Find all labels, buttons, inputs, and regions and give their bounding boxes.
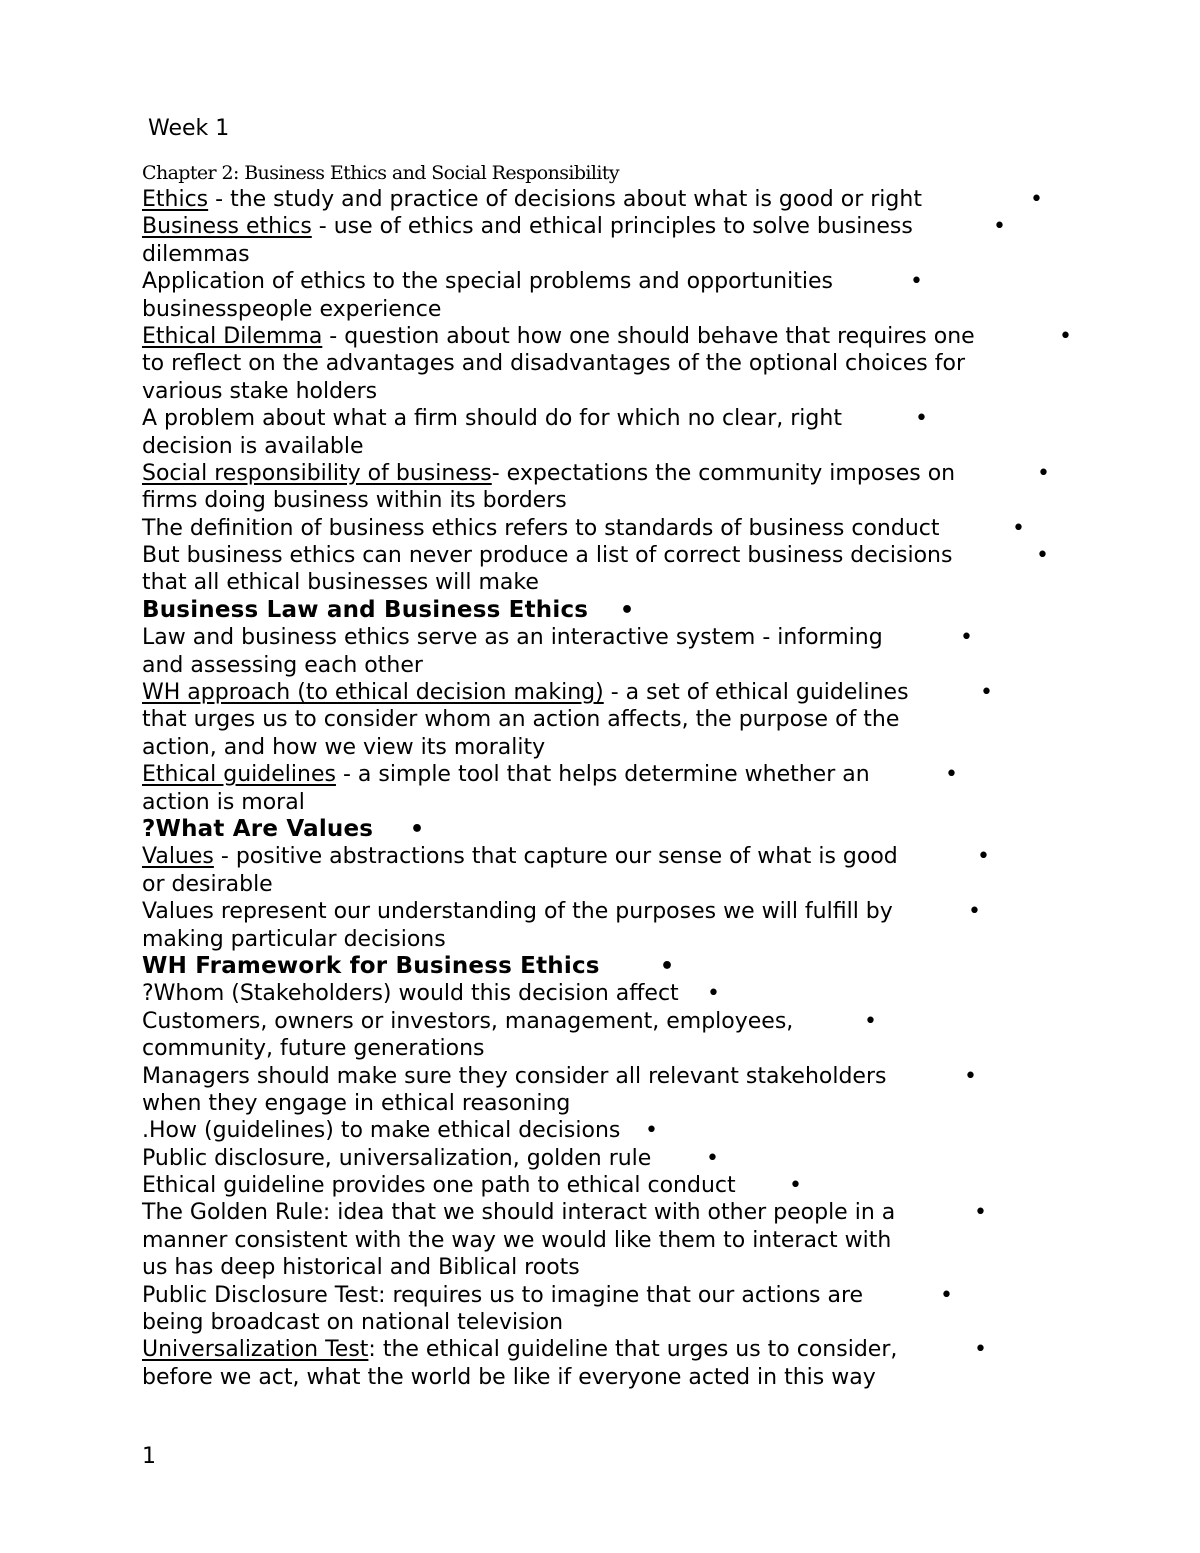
line-text: firms doing business within its borders — [142, 488, 567, 514]
line-text: The definition of business ethics refers to standards of business conduct — [142, 515, 940, 541]
bullet-icon: • — [620, 597, 635, 623]
bullet-icon: • — [993, 214, 1006, 240]
bullet-icon: • — [968, 899, 981, 925]
line-text: - positive abstractions that capture our sense of what is good — [213, 844, 898, 870]
list-item — [142, 1282, 1082, 1337]
defined-term: Social responsibility of business — [142, 460, 492, 486]
section-heading-item — [142, 597, 1082, 624]
line-text: various stake holders — [142, 378, 378, 404]
line-text: action, and how we view its morality — [142, 734, 546, 760]
section-heading — [142, 816, 1082, 843]
list-item — [142, 1063, 1082, 1118]
section-heading — [142, 597, 1082, 624]
line-text: being broadcast on national television — [142, 1310, 564, 1336]
item-line — [142, 926, 1082, 953]
line-text: businesspeople experience — [142, 296, 442, 322]
bullet-icon: • — [660, 953, 675, 979]
bullet-icon: • — [940, 1282, 953, 1308]
list-item — [142, 1336, 1082, 1391]
list-item — [142, 624, 1082, 679]
line-text: The Golden Rule: idea that we should interact with other people in a — [142, 1200, 896, 1226]
line-text: manner consistent with the way we would like them to interact with — [142, 1227, 892, 1253]
line-text: ?Whom (Stakeholders) would this decision affect — [142, 981, 679, 1007]
item-line — [142, 241, 1082, 268]
list-item — [142, 542, 1082, 597]
line-text: - a simple tool that helps determine whether an — [335, 762, 870, 788]
item-line — [142, 1145, 1082, 1172]
list-item — [142, 679, 1082, 761]
line-text: - a set of ethical guidelines — [603, 680, 909, 706]
week-title: Week 1 — [148, 116, 230, 141]
bullet-icon: • — [864, 1008, 877, 1034]
item-line — [142, 706, 1082, 733]
line-text: that all ethical businesses will make — [142, 570, 539, 596]
bullet-icon: • — [410, 816, 425, 842]
item-line — [142, 515, 1082, 542]
defined-term: Ethical guidelines — [142, 762, 336, 788]
item-line — [142, 569, 1082, 596]
item-line — [142, 1008, 1082, 1035]
bullet-icon: • — [706, 1145, 719, 1171]
list-item — [142, 460, 1082, 515]
item-line — [142, 487, 1082, 514]
item-line — [142, 405, 1082, 432]
list-item — [142, 1117, 1082, 1144]
line-text: - question about how one should behave that requires one — [322, 323, 975, 349]
bullet-icon: • — [964, 1063, 977, 1089]
line-text: dilemmas — [142, 241, 250, 267]
line-text: Managers should make sure they consider all relevant stakeholders — [142, 1063, 887, 1089]
line-text: : the ethical guideline that urges us to consider, — [368, 1337, 898, 1363]
line-text: and assessing each other — [142, 652, 423, 678]
line-text: Values represent our understanding of the purposes we will fulfill by — [142, 899, 893, 925]
item-line — [142, 1309, 1082, 1336]
list-item — [142, 761, 1082, 816]
section-heading-item — [142, 953, 1082, 980]
bullet-icon: • — [974, 1337, 987, 1363]
bullet-icon: • — [1030, 187, 1043, 212]
bullet-icon: • — [945, 762, 958, 788]
item-line — [142, 843, 1082, 870]
item-line — [142, 1227, 1082, 1254]
item-line — [142, 460, 1082, 487]
item-line — [142, 1035, 1082, 1062]
list-item — [142, 1199, 1082, 1281]
bullet-icon: • — [960, 625, 973, 651]
bullet-icon: • — [980, 680, 993, 706]
defined-term: Ethics — [142, 187, 209, 212]
item-line — [142, 268, 1082, 295]
defined-term: Ethical Dilemma — [142, 323, 323, 349]
item-line — [142, 378, 1082, 405]
line-text: Application of ethics to the special problems and opportunities — [142, 269, 833, 295]
item-line — [142, 1199, 1082, 1226]
item-line — [142, 350, 1082, 377]
line-text: that urges us to consider whom an action affects, the purpose of the — [142, 707, 900, 733]
line-text: when they engage in ethical reasoning — [142, 1090, 571, 1116]
item-line — [142, 1364, 1082, 1391]
item-line — [142, 1117, 1082, 1144]
item-line — [142, 679, 1082, 706]
item-line — [142, 1336, 1082, 1363]
notes-list — [142, 186, 1082, 1391]
item-line — [142, 980, 1082, 1007]
line-text: .How (guidelines) to make ethical decisions — [142, 1118, 621, 1144]
bullet-icon: • — [707, 981, 720, 1007]
line-text: us has deep historical and Biblical roots — [142, 1255, 580, 1281]
list-item — [142, 405, 1082, 460]
line-text: - use of ethics and ethical principles to solve business — [311, 214, 913, 240]
list-item — [142, 843, 1082, 898]
line-text: community, future generations — [142, 1036, 485, 1062]
item-line — [142, 1063, 1082, 1090]
list-item — [142, 1145, 1082, 1172]
item-line — [142, 542, 1082, 569]
line-text: decision is available — [142, 433, 364, 459]
item-line — [142, 761, 1082, 788]
list-item — [142, 323, 1082, 405]
defined-term: Values — [142, 844, 214, 870]
item-line — [142, 734, 1082, 761]
line-text: A problem about what a firm should do for which no clear, right — [142, 406, 842, 432]
item-line — [142, 296, 1082, 323]
item-line — [142, 871, 1082, 898]
bullet-icon: • — [645, 1118, 658, 1144]
bullet-icon: • — [977, 844, 990, 870]
defined-term: WH approach (to ethical decision making) — [142, 680, 604, 706]
item-line — [142, 323, 1082, 350]
line-text: or desirable — [142, 871, 273, 897]
page-number: 1 — [142, 1444, 156, 1469]
line-text: action is moral — [142, 789, 305, 815]
line-text: - the study and practice of decisions about what is good or right — [208, 187, 922, 212]
item-line — [142, 624, 1082, 651]
item-line — [142, 186, 1082, 213]
line-text: - expectations the community imposes on — [491, 460, 956, 486]
section-heading-item — [142, 816, 1082, 843]
list-item — [142, 1008, 1082, 1063]
list-item — [142, 1172, 1082, 1199]
item-line — [142, 213, 1082, 240]
bullet-icon: • — [1012, 515, 1025, 541]
line-text: before we act, what the world be like if everyone acted in this way — [142, 1364, 876, 1390]
line-text: to reflect on the advantages and disadvantages of the optional choices for — [142, 351, 966, 377]
line-text: Ethical guideline provides one path to ethical conduct — [142, 1173, 736, 1199]
list-item — [142, 213, 1082, 268]
chapter-title: Chapter 2: Business Ethics and Social Responsibility — [142, 162, 620, 184]
item-line — [142, 789, 1082, 816]
bullet-icon: • — [1037, 460, 1050, 486]
bullet-icon: • — [915, 406, 928, 432]
item-line — [142, 433, 1082, 460]
line-text: making particular decisions — [142, 926, 446, 952]
bullet-icon: • — [910, 269, 923, 295]
item-line — [142, 1090, 1082, 1117]
item-line — [142, 1172, 1082, 1199]
bullet-icon: • — [789, 1173, 802, 1199]
list-item — [142, 186, 1082, 213]
bullet-icon: • — [1059, 323, 1072, 349]
list-item — [142, 898, 1082, 953]
defined-term: Business ethics — [142, 214, 312, 240]
section-heading — [142, 953, 1082, 980]
line-text: ?What Are Values — [142, 815, 374, 842]
item-line — [142, 898, 1082, 925]
bullet-icon: • — [1036, 543, 1049, 569]
item-line — [142, 652, 1082, 679]
line-text: But business ethics can never produce a list of correct business decisions — [142, 543, 953, 569]
list-item — [142, 268, 1082, 323]
line-text: Customers, owners or investors, management, employees, — [142, 1008, 794, 1034]
list-item — [142, 980, 1082, 1007]
item-line — [142, 1254, 1082, 1281]
line-text: WH Framework for Business Ethics — [142, 952, 600, 979]
defined-term: Universalization Test — [142, 1337, 369, 1363]
line-text: Public disclosure, universalization, golden rule — [142, 1145, 652, 1171]
line-text: Law and business ethics serve as an interactive system - informing — [142, 625, 883, 651]
line-text: Public Disclosure Test: requires us to imagine that our actions are — [142, 1282, 864, 1308]
list-item — [142, 515, 1082, 542]
bullet-icon: • — [974, 1200, 987, 1226]
line-text: Business Law and Business Ethics — [142, 596, 589, 623]
